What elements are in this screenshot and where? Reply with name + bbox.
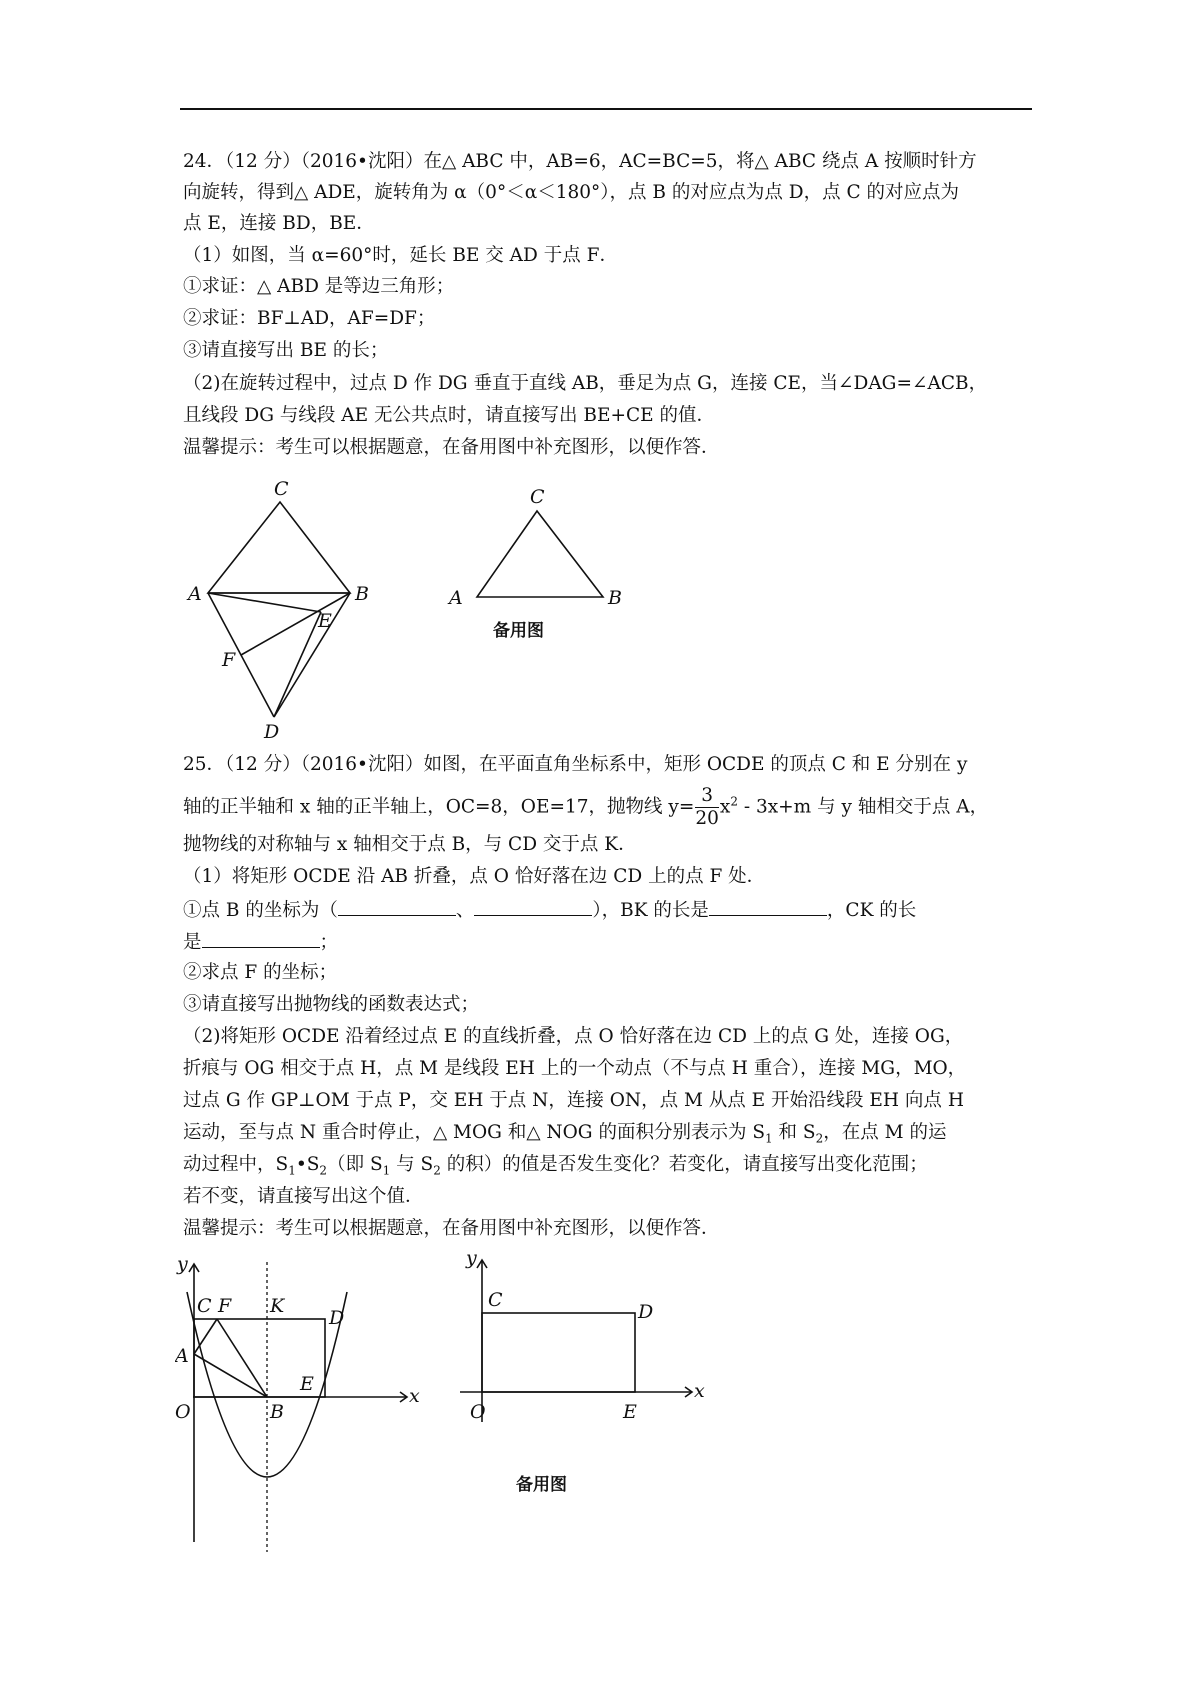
- label-y: y: [177, 1253, 188, 1275]
- q24-line-3: 点 E，连接 BD，BE．: [183, 213, 375, 234]
- q25-line-12-b: 和 S: [772, 1122, 816, 1143]
- backup-label-c: C: [488, 1289, 503, 1311]
- backup-label-a: A: [449, 587, 463, 609]
- label-a: A: [188, 583, 202, 605]
- q25-line-3: 抛物线的对称轴与 x 轴相交于点 B，与 CD 交于点 K．: [183, 834, 637, 855]
- answer-blank-ck[interactable]: [202, 929, 320, 948]
- q24-line-8: （2)在旋转过程中，过点 D 作 DG 垂直于直线 AB，垂足为点 G，连接 CE，当∠DAG=∠ACB，: [183, 373, 988, 394]
- q25-line-2-b: x: [719, 796, 731, 818]
- answer-blank-b-x[interactable]: [338, 897, 456, 916]
- q25-line-4: （1）将矩形 OCDE 沿 AB 折叠，点 O 恰好落在边 CD 上的点 F 处．: [183, 866, 766, 887]
- q24-line-10: 温馨提示：考生可以根据题意，在备用图中补充图形，以便作答．: [183, 437, 720, 458]
- segment-ae: [208, 593, 321, 612]
- q25-line-12-sub2: 2: [815, 1131, 824, 1146]
- q25-line-5-d: ，CK 的长: [826, 900, 917, 921]
- triangle-abc: [208, 502, 350, 593]
- segment-fb: [217, 1319, 267, 1397]
- segment-ab: [194, 1354, 267, 1397]
- q25-line-13-b: •S: [295, 1154, 320, 1175]
- backup-triangle-abc: [477, 511, 603, 597]
- q25-line-5-b: 、: [455, 900, 475, 921]
- backup-caption: 备用图: [493, 621, 544, 641]
- q25-line-2-sup: 2: [730, 794, 738, 809]
- label-k: K: [270, 1295, 285, 1317]
- backup-label-e: E: [623, 1401, 637, 1423]
- q25-line-13-a: 动过程中，S: [183, 1154, 289, 1175]
- q25-line-13-sub4: 2: [433, 1163, 441, 1178]
- q24-figure-backup: [435, 470, 635, 650]
- q25-line-9: （2)将矩形 OCDE 沿着经过点 E 的直线折叠，点 O 恰好落在边 CD 上的点 G 处，连接 OG，: [183, 1026, 964, 1047]
- label-c: C: [197, 1295, 212, 1317]
- header-rule: [180, 108, 1032, 110]
- q25-line-1: 25．（12 分）（2016•沈阳）如图，在平面直角坐标系中，矩形 OCDE 的顶点 C 和 E 分别在 y: [183, 754, 968, 775]
- q25-line-6-a: 是: [183, 932, 202, 953]
- backup-label-x: x: [694, 1380, 705, 1402]
- q25-line-10: 折痕与 OG 相交于点 H，点 M 是线段 EH 上的一个动点（不与点 H 重合），连接 MG，MO，: [183, 1058, 967, 1079]
- q24-line-7: ③请直接写出 BE 的长；: [183, 340, 389, 361]
- q25-line-13: [183, 1153, 928, 1177]
- q25-line-8: ③请直接写出抛物线的函数表达式；: [183, 994, 480, 1015]
- q25-line-15: 温馨提示：考生可以根据题意，在备用图中补充图形，以便作答．: [183, 1218, 720, 1239]
- backup-label-c: C: [530, 486, 545, 508]
- label-d: D: [329, 1307, 345, 1329]
- q25-line-13-sub1: 1: [288, 1163, 296, 1178]
- fraction-denominator: 20: [695, 808, 719, 829]
- label-x: x: [409, 1385, 420, 1407]
- label-b: B: [270, 1401, 284, 1423]
- fraction-numerator: 3: [695, 785, 719, 808]
- label-f: F: [218, 1295, 232, 1317]
- q25-line-12-a: 运动，至与点 N 重合时停止，△ MOG 和△ NOG 的面积分别表示为 S: [183, 1122, 766, 1143]
- backup-label-o: O: [470, 1401, 486, 1423]
- q25-line-12: [183, 1121, 946, 1145]
- q25-line-5: [183, 897, 916, 923]
- q25-line-7: ②求点 F 的坐标；: [183, 962, 338, 983]
- label-c: C: [274, 478, 289, 500]
- q24-line-6: ②求证：BF⊥AD，AF=DF；: [183, 308, 436, 329]
- answer-blank-b-y[interactable]: [474, 897, 592, 916]
- q25-line-6: [183, 929, 338, 955]
- backup-rectangle-ocde: [482, 1313, 635, 1392]
- q25-line-11: 过点 G 作 GP⊥OM 于点 P，交 EH 于点 N，连接 ON，点 M 从点 E 开始沿线段 EH 向点 H: [183, 1090, 964, 1111]
- q25-figure-main: [175, 1252, 425, 1552]
- q25-line-5-c: ），BK 的长是: [592, 900, 709, 921]
- parabola-coefficient-fraction: [695, 785, 719, 830]
- segment-bd: [274, 593, 350, 717]
- segment-bf: [241, 593, 350, 655]
- q25-line-2-a: 轴的正半轴和 x 轴的正半轴上，OC=8，OE=17，抛物线 y=: [183, 796, 695, 818]
- backup-label-b: B: [608, 587, 622, 609]
- label-a: A: [175, 1345, 189, 1367]
- q24-figure-main: [180, 470, 380, 740]
- q25-line-14: 若不变，请直接写出这个值．: [183, 1186, 424, 1207]
- q24-line-9: 且线段 DG 与线段 AE 无公共点时，请直接写出 BE+CE 的值．: [183, 405, 716, 426]
- label-e: E: [300, 1373, 314, 1395]
- q25-line-13-sub3: 1: [382, 1163, 391, 1178]
- q25-line-13-e: 的积）的值是否发生变化？若变化，请直接写出变化范围；: [440, 1154, 928, 1175]
- q25-line-13-sub2: 2: [319, 1163, 328, 1178]
- label-f: F: [222, 649, 236, 671]
- label-b: B: [355, 583, 369, 605]
- label-o: O: [175, 1401, 191, 1423]
- label-e: E: [318, 610, 332, 632]
- q25-line-6-b: ；: [319, 932, 339, 953]
- backup-label-d: D: [638, 1301, 654, 1323]
- backup-label-y: y: [466, 1252, 477, 1269]
- q25-figure-backup: [460, 1252, 710, 1502]
- q24-line-2: 向旋转，得到△ ADE，旋转角为 α（0°＜α＜180°），点 B 的对应点为点 D，点 C 的对应点为: [183, 182, 959, 203]
- label-d: D: [264, 721, 280, 740]
- q24-line-1: 24．（12 分）（2016•沈阳）在△ ABC 中，AB=6，AC=BC=5，将△ ABC 绕点 A 按顺时针方: [183, 151, 977, 172]
- q25-line-12-c: ，在点 M 的运: [823, 1122, 947, 1143]
- q24-line-5: ①求证：△ ABD 是等边三角形；: [183, 276, 455, 297]
- q25-line-13-d: 与 S: [390, 1154, 434, 1175]
- q25-line-2-c: - 3x+m 与 y 轴相交于点 A，: [737, 796, 989, 818]
- q25-line-12-sub1: 1: [765, 1131, 773, 1146]
- q25-line-5-a: ①点 B 的坐标为（: [183, 900, 338, 921]
- answer-blank-bk[interactable]: [709, 897, 827, 916]
- q25-line-13-c: （即 S: [327, 1154, 383, 1175]
- q25-line-2: [183, 785, 988, 830]
- segment-ed: [274, 612, 321, 717]
- q24-line-4: （1）如图，当 α=60°时，延长 BE 交 AD 于点 F．: [183, 245, 618, 266]
- backup-caption-2: 备用图: [516, 1475, 567, 1495]
